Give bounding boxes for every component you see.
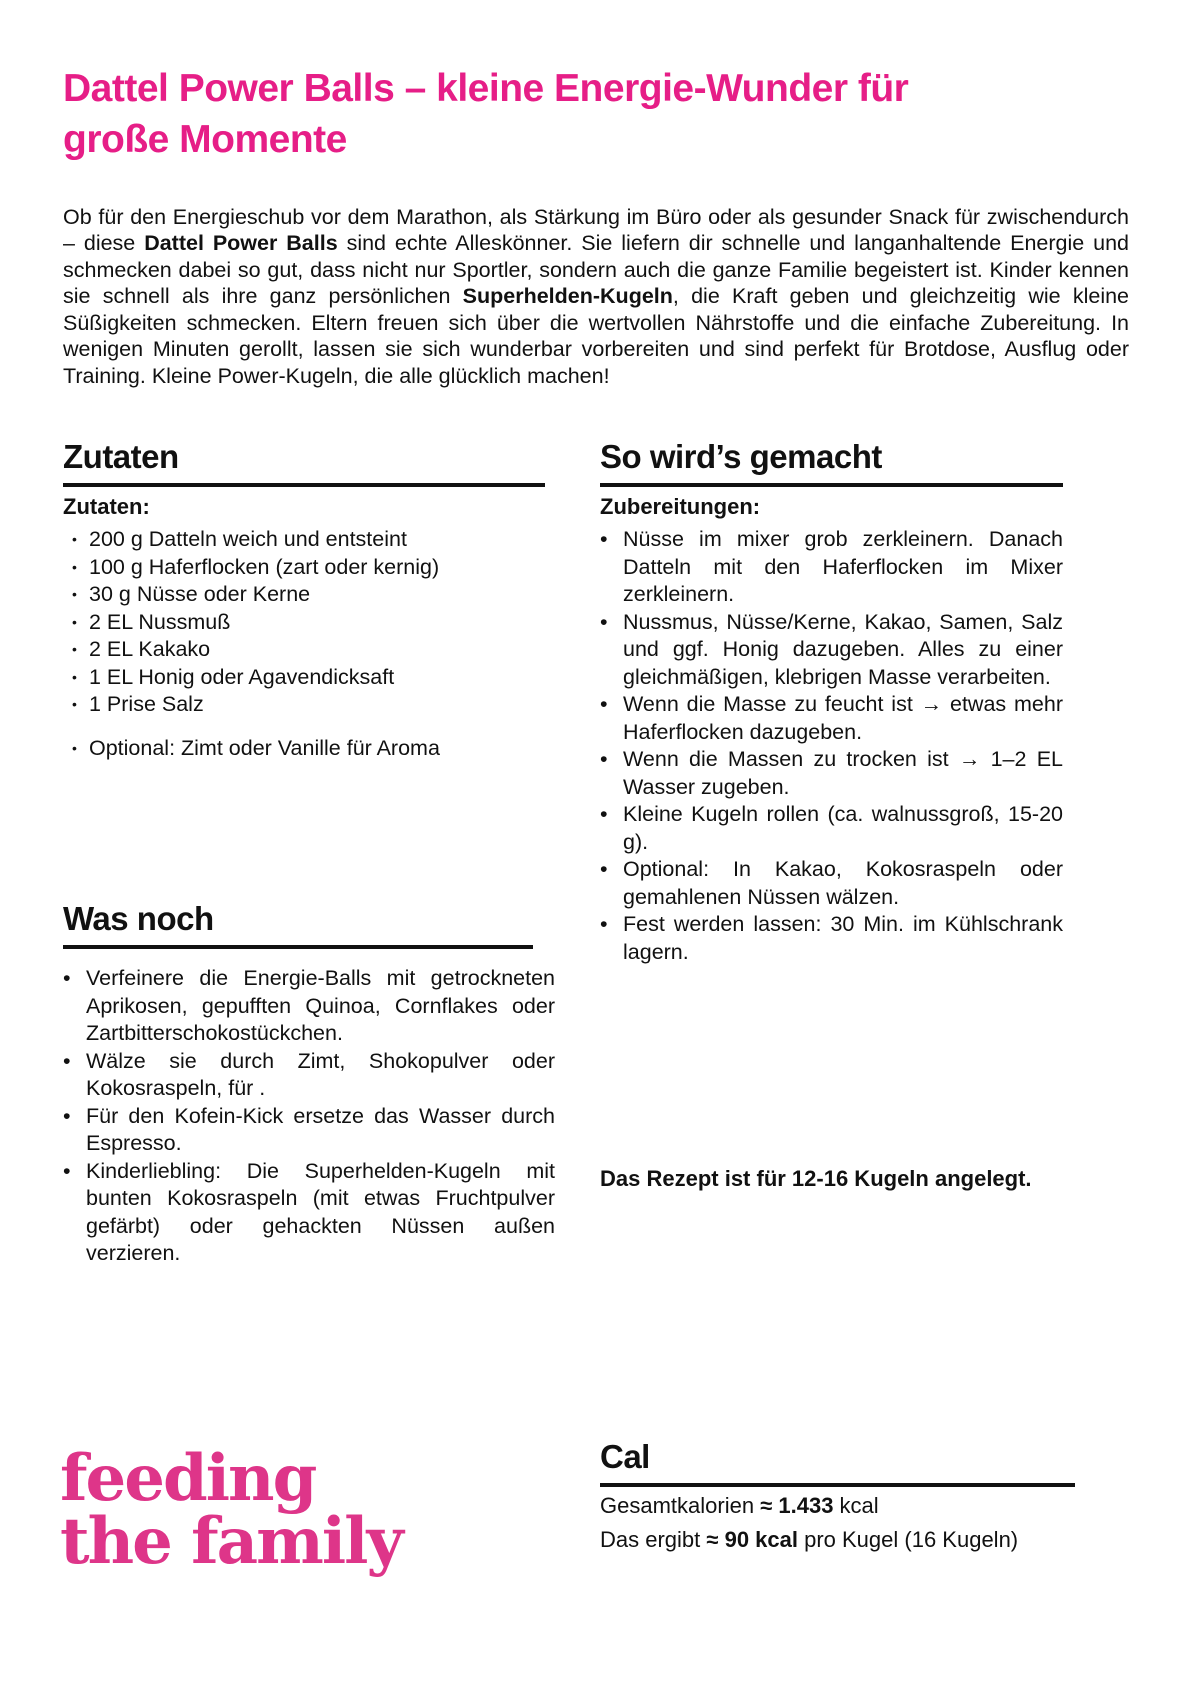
page-title-line-2: große Momente [63,117,347,161]
method-subheading: Zubereitungen: [600,494,761,519]
method-step: • Kleine Kugeln rollen (ca. walnussgroß, 15-20 g). [600,801,1063,856]
ingredient-item: • 100 g Haferflocken (zart oder kernig) [63,554,545,582]
extras-item: • Für den Kofein-Kick ersetze das Wasser durch Espresso. [63,1103,555,1158]
extras-item: • Verfeinere die Energie-Balls mit getrockneten Aprikosen, gepufften Quinoa, Cornflakes oder Zartbitterschokostückchen. [63,965,555,1048]
method-list [600,526,1063,966]
calories-section [600,1438,1075,1555]
extras-section [63,900,555,1268]
yield-note: Das Rezept ist für 12-16 Kugeln angelegt. [600,1166,1032,1191]
calories-heading: Cal [600,1438,1075,1487]
ingredient-optional-item: • Optional: Zimt oder Vanille für Aroma [63,735,545,763]
method-step: • Nüsse im mixer grob zerkleinern. Danach Datteln mit den Haferflocken im Mixer zerkleinern. [600,526,1063,609]
brand-logo-line-2: the family [60,1503,402,1579]
brand-logo-line-1: feeding [60,1441,316,1516]
ingredients-optional-list [63,735,545,763]
ingredient-item: • 200 g Datteln weich und entsteint [63,526,545,554]
method-step: • Optional: In Kakao, Kokosraspeln oder gemahlenen Nüssen wälzen. [600,856,1063,911]
ingredient-item: • 30 g Nüsse oder Kerne [63,581,545,609]
total-calories-line: Gesamtkalorien ≈ 1.433 kcal [600,1493,879,1518]
extras-list [63,965,555,1268]
method-section [600,438,1063,966]
page-title-line-1: Dattel Power Balls – kleine Energie-Wunder für [63,67,909,110]
ingredient-item: • 2 EL Kakako [63,636,545,664]
method-step: • Wenn die Masse zu feucht ist → etwas mehr Haferflocken dazugeben. [600,691,1063,746]
extras-item: • Kinderliebling: Die Superhelden-Kugeln mit bunten Kokosraspeln (mit etwas Fruchtpulver gefärbt) oder gehackten Nüssen außen verzieren. [63,1158,555,1268]
ingredient-item: • 1 EL Honig oder Agavendicksaft [63,664,545,692]
brand-logo [60,1441,560,1579]
ingredients-section [63,438,545,762]
extras-item: • Wälze sie durch Zimt, Shokopulver oder Kokosraspeln, für . [63,1048,555,1103]
ingredients-heading: Zutaten [63,438,545,487]
method-step: • Fest werden lassen: 30 Min. im Kühlschrank lagern. [600,911,1063,966]
per-ball-calories-line: Das ergibt ≈ 90 kcal pro Kugel (16 Kugeln) [600,1527,1019,1552]
ingredient-item: • 2 EL Nussmuß [63,609,545,637]
method-heading: So wird’s gemacht [600,438,1063,487]
method-step: • Wenn die Massen zu trocken ist → 1–2 EL Wasser zugeben. [600,746,1063,801]
intro-paragraph: Ob für den Energieschub vor dem Marathon, als Stärkung im Büro oder als gesunder Snack für zwischendurch – diese Dattel Power Balls sind echte Alleskönner. Sie liefern dir schnelle und langanhaltende Energie und schmecken dabei so gut, dass nicht nur Sportler, sondern auch die ganze Familie begeistert ist. Kinder kennen sie schnell als ihre ganz persönlichen Superhelden-Kugeln, die Kraft geben und gleichzeitig wie kleine Süßigkeiten schmecken. Eltern freuen sich über die wertvollen Nährstoffe und die einfache Zubereitung. In wenigen Minuten gerollt, lassen sie sich wunderbar vorbereiten und sind perfekt für Brotdose, Ausflug oder Training. Kleine Power-Kugeln, die alle glücklich machen! [63,204,1130,389]
ingredient-item: • 1 Prise Salz [63,691,545,719]
page-title [63,64,1133,165]
extras-heading: Was noch [63,900,533,949]
method-step: • Nussmus, Nüsse/Kerne, Kakao, Samen, Salz und ggf. Honig dazugeben. Alles zu einer gleichmäßigen, klebrigen Masse verarbeiten. [600,609,1063,692]
ingredients-list [63,526,545,719]
ingredients-subheading: Zutaten: [63,494,150,519]
